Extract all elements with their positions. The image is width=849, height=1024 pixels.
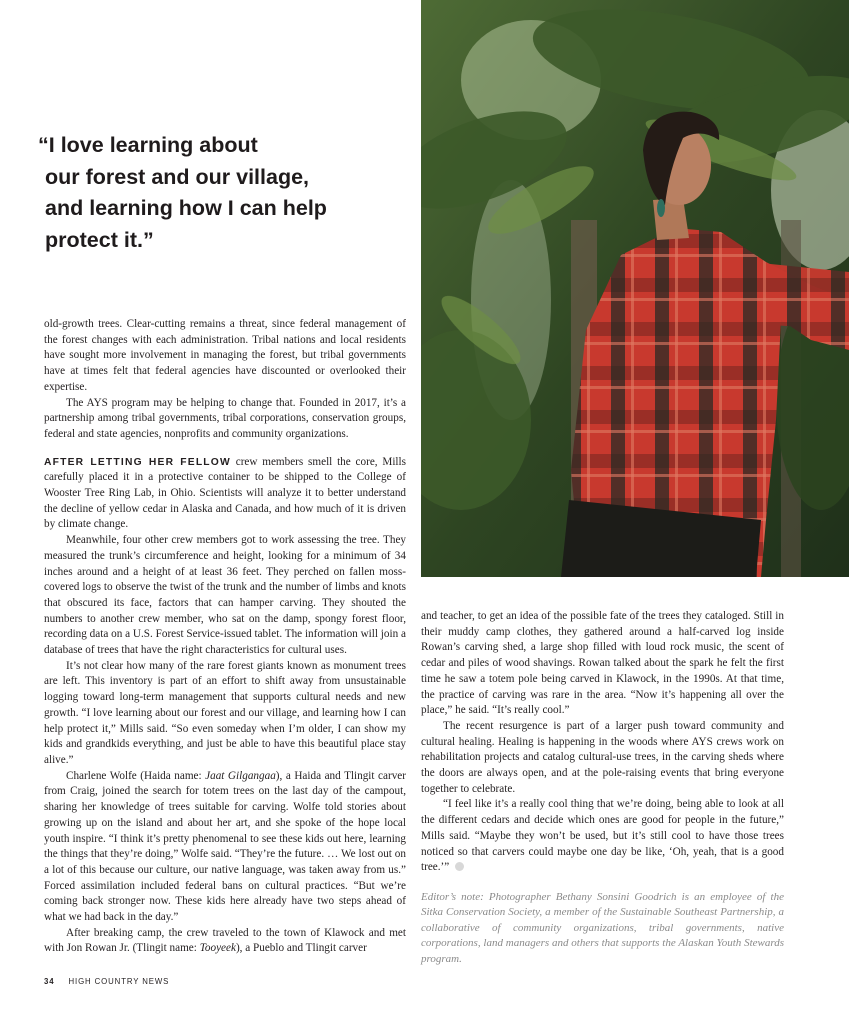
publication-name: HIGH COUNTRY NEWS [68, 977, 170, 986]
text-span: ), a Pueblo and Tlingit carver [235, 942, 367, 955]
paragraph [44, 769, 406, 926]
pull-quote-line-3: and learning how I can help [45, 196, 327, 220]
paragraph: and teacher, to get an idea of the possible fate of the trees they cataloged. Still in their muddy camp clothes, they gathered around a half-carved log inside Rowan’s carving shed, a large shop filled with loud rock music, the scent of cedar and piles of wood shavings. Rowan talked about the spark he felt the first time he saw a totem pole being carved in Klawock, in the 1990s. At that time, the practice of carving was rare in the area. “Now it’s happening all over the place,” he said. “It’s really cool.” [421, 610, 784, 717]
right-column [421, 609, 784, 967]
text-span: “I feel like it’s a really cool thing that we’re doing, being able to look at all the different cedars and decide which ones are good for people in the future,” Mills said. “Maybe they won’t be used, but it’s still cool to have those trees noticed so that carvers could maybe one day be like, ‘Oh, yeah, that is a good tree.’” [421, 798, 784, 874]
forest-photo [421, 0, 849, 577]
end-of-story-icon [455, 862, 464, 871]
paragraph: The recent resurgence is part of a larger push toward community and cultural healing. Healing is happening in the woods where AYS crews work on rehabilitation projects and catalog cultural-use trees, in the carving sheds where the doors are always open, and at the pole-raising events that bring everyone together to celebrate. [421, 719, 784, 795]
tlingit-name: Tooyeek [199, 942, 236, 955]
paragraph: Meanwhile, four other crew members got to work assessing the tree. They measured the trunk’s circumference and height, looking for a minimum of 34 inches around and a height of at least 36 feet. They perched on fallen moss-covered logs to observe the twist of the trunk and the number of limbs and knots that obscured its face, factors that can hamper carving. They shouted the numbers to another crew member, who sat on the damp, spongy forest floor, recording data on a U.S. Forest Service-issued tablet. The information will join a database of trees that have the right characteristics for cultural uses. [44, 534, 406, 657]
pull-quote-line-4: protect it.” [45, 227, 154, 252]
paragraph: It’s not clear how many of the rare forest giants known as monument trees are left. This inventory is part of an effort to shift away from unsustainable logging toward long-term management that supports cultural needs and new growth. “I love learning about our forest and our village, and learning how I can help protect it,” Mills said. “So even someday when I’m older, I can show my kids and grandkids everything, and just be able to have this beautiful place stay alive.” [44, 659, 406, 766]
paragraph: old-growth trees. Clear-cutting remains a threat, since federal management of the forest changes with each administration. Tribal nations and local residents have sought more involvement in managing the forest, but tribal governments have at times felt that federal agencies have discounted or overlooked their expertise. [44, 318, 406, 393]
section-paragraph [44, 455, 406, 534]
text-span: ), a Haida and Tlingit carver from Craig, joined the search for totem trees on the last day of the campout, sharing her knowledge of trees suitable for carving. Wolfe told stories about growing up on the island and about her art, and she spoke of the hope local youth inspire. “I think it’s pretty phenomenal to see these kids out here, learning the things that they’re doing,” Wolfe said. “They’re the future. … We lost out on a lot of this because our culture, our native language, was taken away from us.” Forced assimilation included federal bans on cultural practices. “But we’re coming back stronger now. These kids here already have two steps ahead of what we had back in the day.” [44, 769, 406, 924]
paragraph: The AYS program may be helping to change that. Founded in 2017, it’s a partnership among tribal governments, tribal corporations, conservation groups, federal and state agencies, nonprofits and community organizations. [44, 396, 406, 440]
left-column [44, 317, 406, 957]
pull-quote-line-1: “I love learning about [38, 133, 258, 157]
paragraph [421, 797, 784, 876]
pull-quote-line-2: our forest and our village, [45, 164, 310, 189]
page-footer [44, 977, 169, 986]
page-number: 34 [44, 977, 55, 986]
pull-quote [38, 130, 368, 256]
haida-name: Jaat Gilgangaa [205, 769, 276, 782]
section-lead-in: AFTER LETTING HER FELLOW [44, 456, 231, 468]
paragraph [44, 926, 406, 957]
text-span: After breaking camp, the crew traveled to the town of Klawock and met with Jon Rowan Jr. (Tlingit name: [44, 926, 406, 955]
editor-note: Editor’s note: Photographer Bethany Sonsini Goodrich is an employee of the Sitka Conservation Society, a member of the Sustainable Southeast Partnership, a collaborative of community organizations, tribal governments, native corporations, land managers and others that supports the Alaskan Youth Stewards program. [421, 890, 784, 965]
text-span: Charlene Wolfe (Haida name: [66, 769, 206, 782]
photo-illustration [421, 0, 849, 577]
section-text: crew members smell the core, Mills carefully placed it in a protective container to be shipped to the College of Wooster Tree Ring Lab, in Ohio. Scientists will analyze it to better understand the decline of yellow cedar in Alaska and Canada, and how much of it is driven by climate change. [44, 455, 406, 531]
